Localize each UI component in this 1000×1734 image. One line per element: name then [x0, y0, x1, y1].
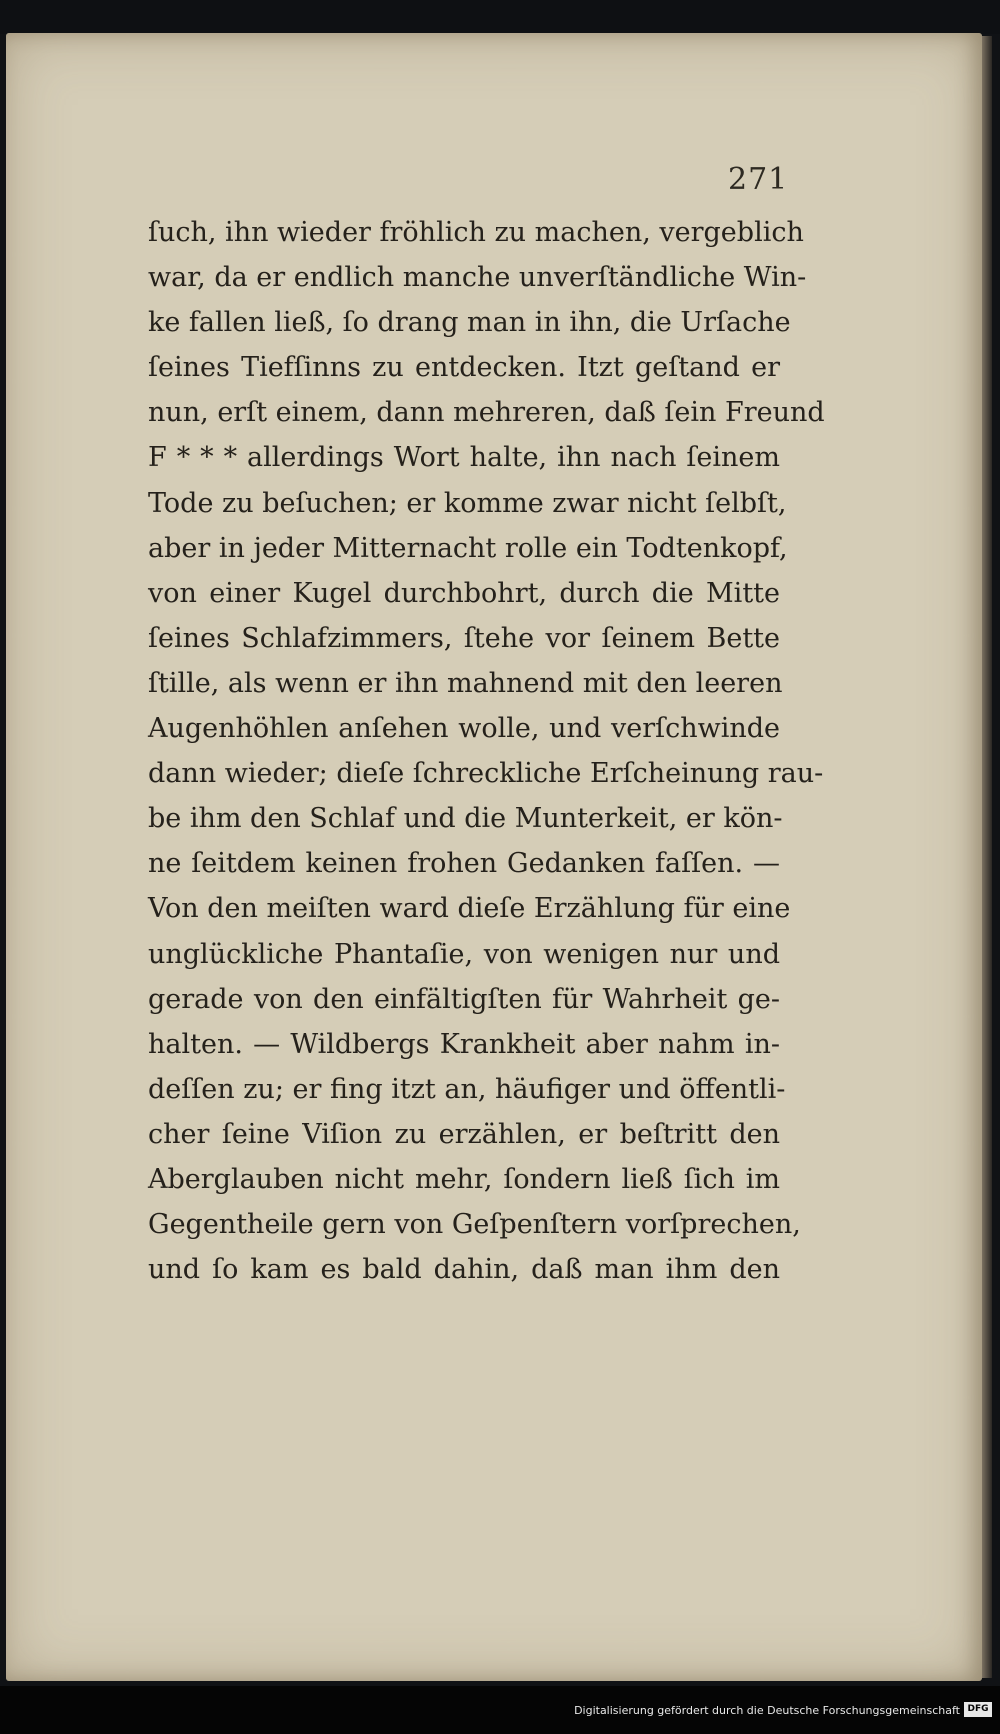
text-line: dann wieder; dieſe ſchreckliche Erſcheinung rau-: [148, 758, 824, 790]
page-edge-shadow: [982, 36, 992, 1678]
text-line: Augenhöhlen anſehen wolle, und verſchwinde: [148, 713, 780, 745]
text-line: cher ſeine Viſion zu erzählen, er beſtritt den: [148, 1118, 780, 1150]
text-line: Gegentheile gern von Geſpenſtern vorſprechen,: [148, 1209, 801, 1241]
dfg-logo: DFG: [964, 1702, 992, 1717]
text-line: ne ſeitdem keinen frohen Gedanken faſſen. —: [148, 848, 780, 880]
text-line: unglückliche Phantaſie, von wenigen nur und: [148, 938, 780, 970]
text-line: be ihm den Schlaf und die Munterkeit, er kön-: [148, 803, 783, 835]
text-line: halten. — Wildbergs Krankheit aber nahm in-: [148, 1028, 780, 1060]
text-line: war, da er endlich manche unverſtändliche Win-: [148, 262, 807, 294]
text-line: ke fallen ließ, ſo drang man in ihn, die Urſache: [148, 307, 791, 339]
text-line: und ſo kam es bald dahin, daß man ihm den: [148, 1254, 780, 1286]
text-line: gerade von den einfältigſten für Wahrheit ge-: [148, 983, 780, 1015]
funding-notice: Digitalisierung gefördert durch die Deutsche Forschungsgemeinschaft: [574, 1704, 960, 1717]
body-text: [148, 210, 825, 1292]
text-line: Aberglauben nicht mehr, ſondern ließ ſich im: [148, 1163, 780, 1195]
scan-background-top: [0, 0, 1000, 34]
text-line: aber in jeder Mitternacht rolle ein Todtenkopf,: [148, 532, 788, 564]
text-line: Tode zu beſuchen; er komme zwar nicht ſelbſt,: [148, 487, 787, 519]
text-line: ſtille, als wenn er ihn mahnend mit den leeren: [148, 667, 783, 699]
footer-bar: [0, 1686, 1000, 1734]
text-line: deſſen zu; er fing itzt an, häufiger und öffentli-: [148, 1073, 786, 1105]
text-line: F * * * allerdings Wort halte, ihn nach ſeinem: [148, 442, 780, 474]
text-line: ſeines Tiefſinns zu entdecken. Itzt geſtand er: [148, 352, 780, 384]
text-line: nun, erſt einem, dann mehreren, daß ſein Freund: [148, 397, 825, 429]
text-line: ſeines Schlafzimmers, ſtehe vor ſeinem Bette: [148, 622, 780, 654]
text-line: von einer Kugel durchbohrt, durch die Mitte: [148, 577, 780, 609]
text-line: Von den meiſten ward dieſe Erzählung für eine: [148, 893, 791, 925]
page-number: 271: [728, 162, 789, 197]
text-line: ſuch, ihn wieder fröhlich zu machen, vergeblich: [148, 217, 804, 248]
